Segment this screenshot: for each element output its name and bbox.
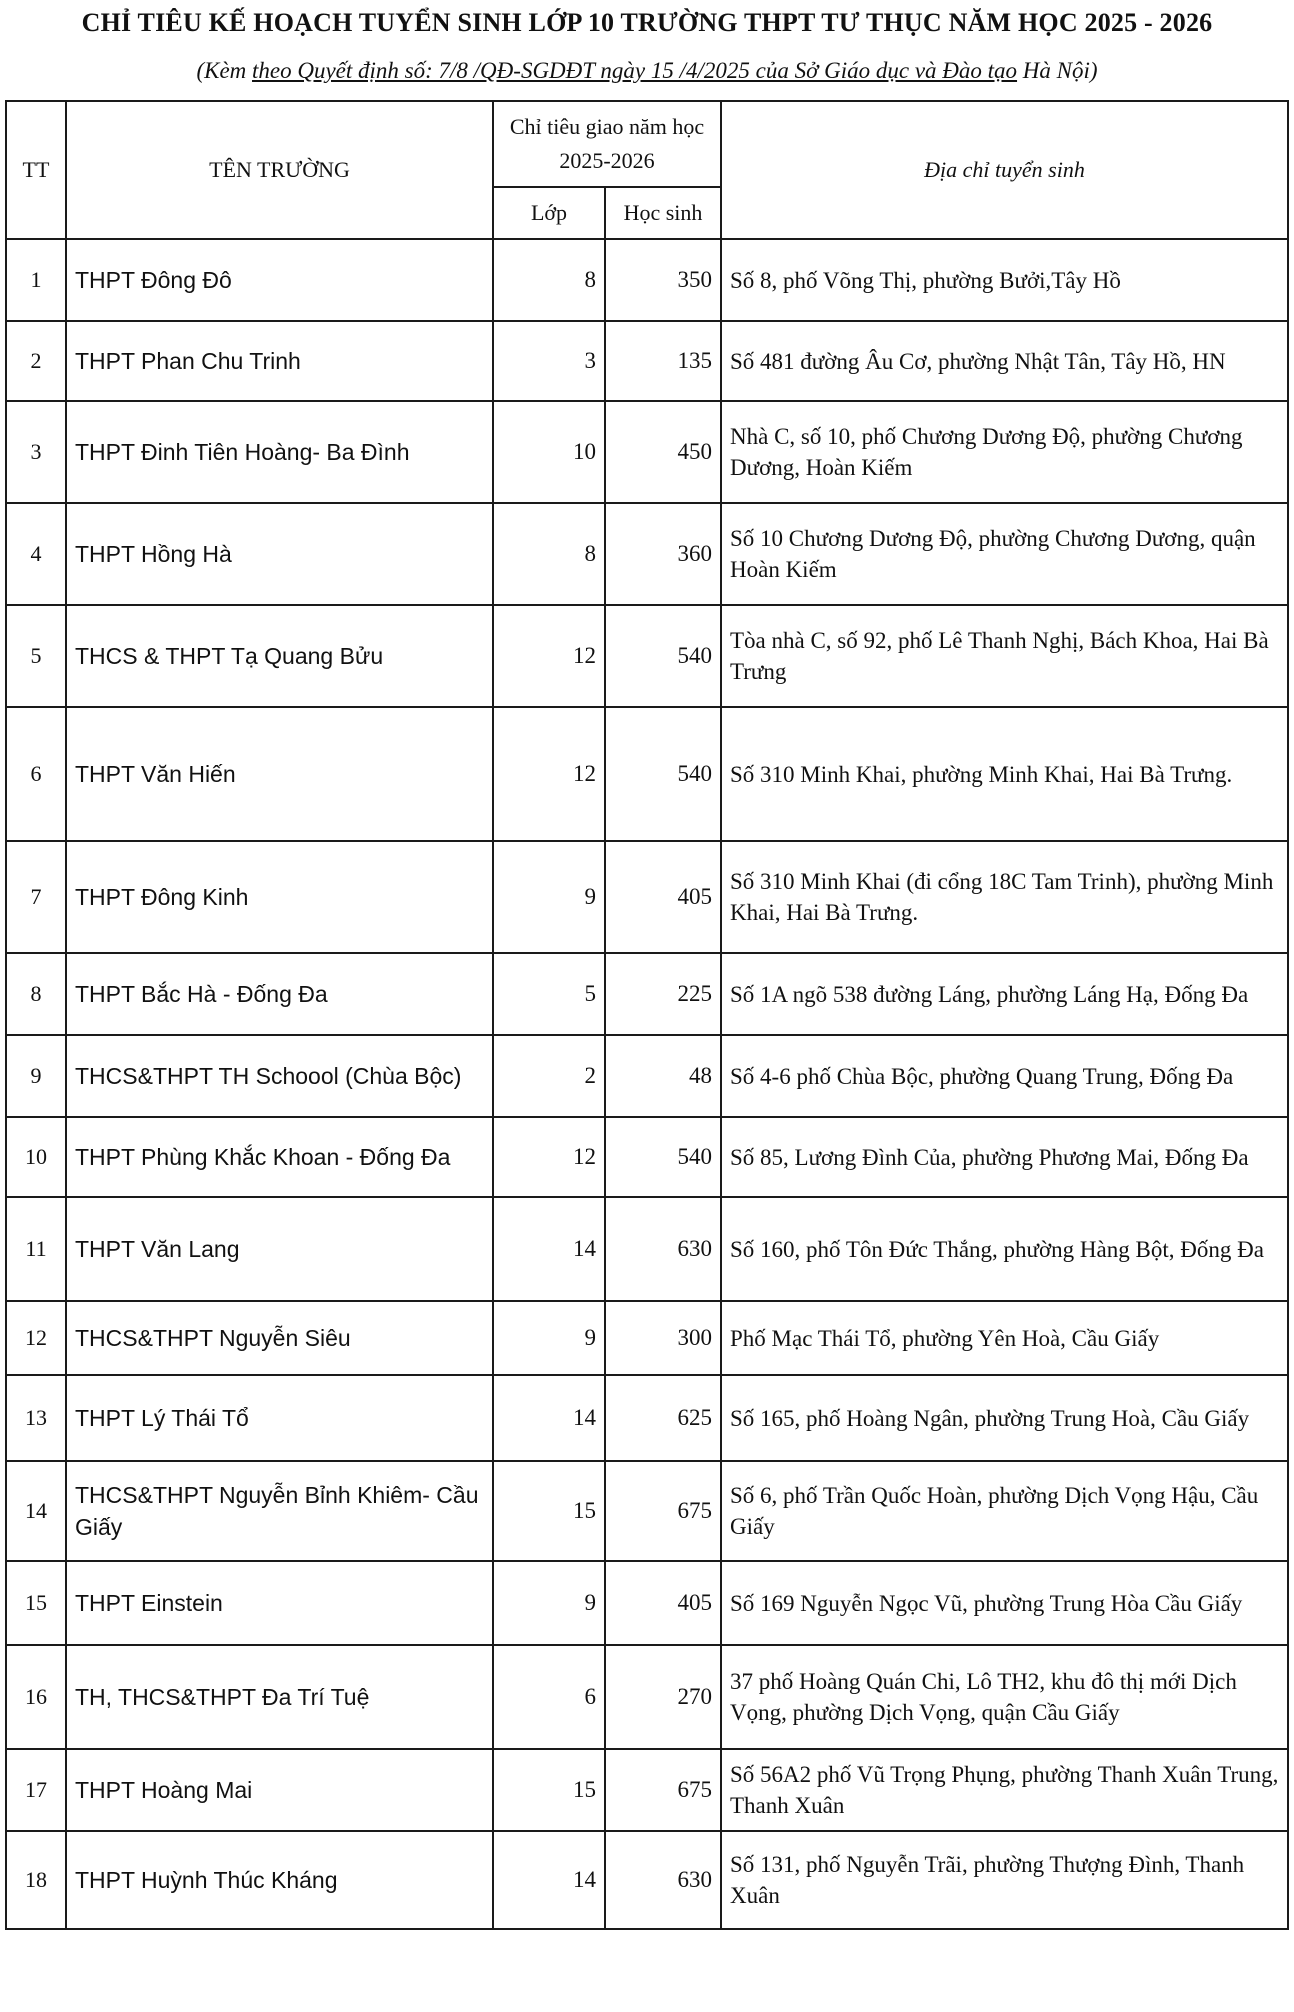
row-classes: 9 [493,1301,605,1375]
row-tt: 16 [6,1645,66,1749]
table-row [6,1749,1288,1831]
row-students: 360 [605,503,721,605]
row-address: Số 56A2 phố Vũ Trọng Phụng, phường Thanh Xuân Trung, Thanh Xuân [721,1749,1288,1831]
header-classes: Lớp [493,187,605,239]
row-tt: 1 [6,239,66,321]
row-address: Số 8, phố Võng Thị, phường Bưởi,Tây Hồ [721,239,1288,321]
row-students: 270 [605,1645,721,1749]
row-tt: 13 [6,1375,66,1461]
row-address: Số 310 Minh Khai (đi cổng 18C Tam Trinh), phường Minh Khai, Hai Bà Trưng. [721,841,1288,953]
row-school-name: THPT Phùng Khắc Khoan - Đống Đa [66,1117,493,1197]
row-students: 135 [605,321,721,401]
row-school-name: THPT Đông Đô [66,239,493,321]
row-classes: 10 [493,401,605,503]
row-school-name: THPT Hồng Hà [66,503,493,605]
row-classes: 3 [493,321,605,401]
row-school-name: THCS & THPT Tạ Quang Bửu [66,605,493,707]
admission-quota-table [5,100,1289,1930]
row-tt: 18 [6,1831,66,1929]
row-tt: 6 [6,707,66,841]
header-school-name: TÊN TRƯỜNG [66,101,493,239]
header-address: Địa chỉ tuyển sinh [721,101,1288,239]
table-row [6,953,1288,1035]
row-address: Số 85, Lương Đình Của, phường Phương Mai, Đống Đa [721,1117,1288,1197]
document-subtitle [0,58,1294,84]
row-students: 630 [605,1197,721,1301]
row-students: 48 [605,1035,721,1117]
row-school-name: THPT Đinh Tiên Hoàng- Ba Đình [66,401,493,503]
row-classes: 6 [493,1645,605,1749]
row-address: Số 1A ngõ 538 đường Láng, phường Láng Hạ, Đống Đa [721,953,1288,1035]
row-tt: 5 [6,605,66,707]
row-students: 630 [605,1831,721,1929]
row-tt: 4 [6,503,66,605]
table-row [6,605,1288,707]
table-row [6,1117,1288,1197]
row-classes: 12 [493,707,605,841]
document-title: CHỈ TIÊU KẾ HOẠCH TUYỂN SINH LỚP 10 TRƯỜNG THPT TƯ THỤC NĂM HỌC 2025 - 2026 [81,8,1213,37]
row-address: Phố Mạc Thái Tổ, phường Yên Hoà, Cầu Giấy [721,1301,1288,1375]
row-school-name: THPT Phan Chu Trinh [66,321,493,401]
subtitle-suffix: Hà Nội) [1022,58,1098,83]
row-students: 225 [605,953,721,1035]
row-address: 37 phố Hoàng Quán Chi, Lô TH2, khu đô thị mới Dịch Vọng, phường Dịch Vọng, quận Cầu Giấy [721,1645,1288,1749]
header-tt: TT [6,101,66,239]
row-students: 625 [605,1375,721,1461]
table-row [6,1561,1288,1645]
row-classes: 12 [493,605,605,707]
row-students: 540 [605,1117,721,1197]
table-row [6,239,1288,321]
table-row [6,321,1288,401]
header-students: Học sinh [605,187,721,239]
table-row [6,1035,1288,1117]
row-school-name: THPT Đông Kinh [66,841,493,953]
row-students: 405 [605,841,721,953]
row-school-name: THPT Bắc Hà - Đống Đa [66,953,493,1035]
table-row [6,503,1288,605]
row-students: 675 [605,1461,721,1561]
row-address: Số 4-6 phố Chùa Bộc, phường Quang Trung, Đống Đa [721,1035,1288,1117]
row-students: 350 [605,239,721,321]
row-students: 540 [605,605,721,707]
row-classes: 15 [493,1461,605,1561]
row-classes: 8 [493,239,605,321]
row-address: Số 6, phố Trần Quốc Hoàn, phường Dịch Vọng Hậu, Cầu Giấy [721,1461,1288,1561]
row-address: Số 160, phố Tôn Đức Thắng, phường Hàng Bột, Đống Đa [721,1197,1288,1301]
table-row [6,707,1288,841]
table-row [6,1831,1288,1929]
table-row [6,1197,1288,1301]
row-tt: 2 [6,321,66,401]
row-address: Số 131, phố Nguyễn Trãi, phường Thượng Đình, Thanh Xuân [721,1831,1288,1929]
row-classes: 9 [493,841,605,953]
row-school-name: THPT Huỳnh Thúc Kháng [66,1831,493,1929]
row-school-name: TH, THCS&THPT Đa Trí Tuệ [66,1645,493,1749]
row-classes: 14 [493,1197,605,1301]
row-students: 540 [605,707,721,841]
row-classes: 12 [493,1117,605,1197]
row-tt: 15 [6,1561,66,1645]
table-row [6,401,1288,503]
header-quota-group: Chỉ tiêu giao năm học 2025-2026 [493,101,721,187]
table-row [6,841,1288,953]
row-students: 450 [605,401,721,503]
row-students: 405 [605,1561,721,1645]
row-tt: 17 [6,1749,66,1831]
subtitle-prefix: (Kèm [196,58,247,83]
row-school-name: THPT Văn Hiến [66,707,493,841]
table-row [6,1645,1288,1749]
row-tt: 8 [6,953,66,1035]
row-classes: 15 [493,1749,605,1831]
row-address: Số 310 Minh Khai, phường Minh Khai, Hai Bà Trưng. [721,707,1288,841]
row-address: Số 481 đường Âu Cơ, phường Nhật Tân, Tây Hồ, HN [721,321,1288,401]
row-address: Tòa nhà C, số 92, phố Lê Thanh Nghị, Bách Khoa, Hai Bà Trưng [721,605,1288,707]
row-address: Số 10 Chương Dương Độ, phường Chương Dương, quận Hoàn Kiếm [721,503,1288,605]
row-students: 675 [605,1749,721,1831]
row-classes: 2 [493,1035,605,1117]
table-row [6,1301,1288,1375]
row-school-name: THPT Lý Thái Tổ [66,1375,493,1461]
table-row [6,1461,1288,1561]
row-school-name: THPT Hoàng Mai [66,1749,493,1831]
row-classes: 8 [493,503,605,605]
row-address: Số 165, phố Hoàng Ngân, phường Trung Hoà, Cầu Giấy [721,1375,1288,1461]
row-tt: 14 [6,1461,66,1561]
subtitle-decision-ref: theo Quyết định số: 7/8 /QĐ-SGDĐT ngày 15 /4/2025 của Sở Giáo dục và Đào tạo [252,58,1018,83]
row-school-name: THPT Văn Lang [66,1197,493,1301]
row-school-name: THCS&THPT Nguyễn Siêu [66,1301,493,1375]
row-school-name: THPT Einstein [66,1561,493,1645]
row-tt: 9 [6,1035,66,1117]
table-row [6,1375,1288,1461]
row-classes: 5 [493,953,605,1035]
row-tt: 11 [6,1197,66,1301]
table-body [6,239,1288,1929]
row-students: 300 [605,1301,721,1375]
row-address: Số 169 Nguyễn Ngọc Vũ, phường Trung Hòa Cầu Giấy [721,1561,1288,1645]
row-school-name: THCS&THPT Nguyễn Bỉnh Khiêm- Cầu Giấy [66,1461,493,1561]
row-tt: 7 [6,841,66,953]
row-address: Nhà C, số 10, phố Chương Dương Độ, phường Chương Dương, Hoàn Kiếm [721,401,1288,503]
row-tt: 12 [6,1301,66,1375]
row-tt: 3 [6,401,66,503]
row-tt: 10 [6,1117,66,1197]
row-school-name: THCS&THPT TH Schoool (Chùa Bộc) [66,1035,493,1117]
row-classes: 14 [493,1831,605,1929]
row-classes: 9 [493,1561,605,1645]
row-classes: 14 [493,1375,605,1461]
